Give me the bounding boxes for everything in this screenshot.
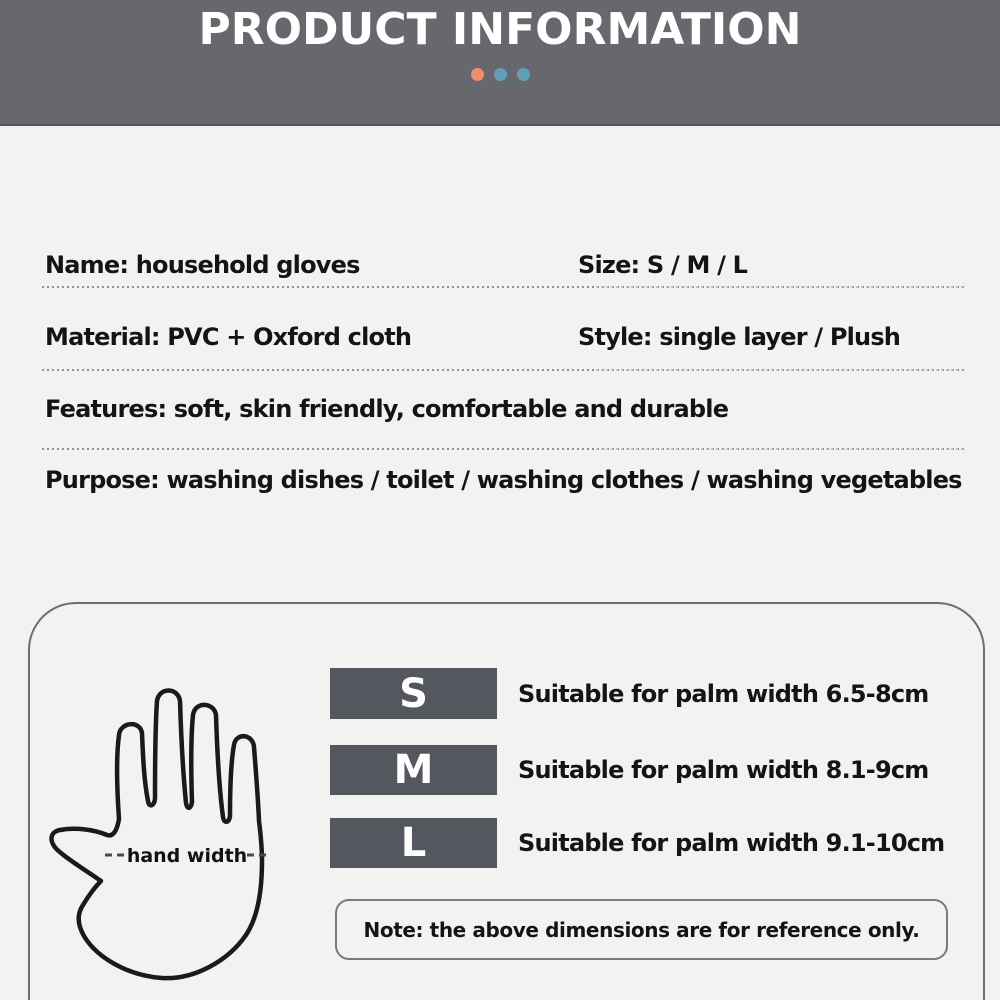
size-desc-s: Suitable for palm width 6.5-8cm (518, 679, 929, 708)
size-badge-l: L (330, 818, 497, 868)
spec-name: Name: household gloves (45, 251, 360, 279)
dot-orange-icon (471, 68, 484, 81)
hand-outline-illustration (35, 685, 315, 995)
spec-features: Features: soft, skin friendly, comfortable and durable (45, 395, 729, 423)
hand-outline-path (52, 691, 263, 979)
note-text: Note: the above dimensions are for reference only. (363, 917, 920, 942)
size-badge-m: M (330, 745, 497, 795)
spec-row-name-size (45, 251, 985, 279)
spec-row-purpose (45, 466, 985, 494)
spec-style: Style: single layer / Plush (578, 323, 901, 351)
divider (42, 448, 965, 450)
spec-material: Material: PVC + Oxford cloth (45, 323, 412, 351)
dot-blue-icon (517, 68, 530, 81)
spec-purpose: Purpose: washing dishes / toilet / washing clothes / washing vegetables (45, 466, 962, 494)
size-desc-l: Suitable for palm width 9.1-10cm (518, 829, 945, 857)
spec-size: Size: S / M / L (578, 251, 748, 279)
spec-row-material-style (45, 323, 985, 351)
header-banner (0, 0, 1000, 126)
size-desc-m: Suitable for palm width 8.1-9cm (518, 756, 929, 784)
decorative-dots (0, 68, 1000, 81)
dot-blue-icon (494, 68, 507, 81)
spec-row-features (45, 395, 985, 423)
hand-width-label: hand width (126, 845, 248, 867)
note-box (335, 899, 948, 960)
divider (42, 286, 965, 288)
page-title: PRODUCT INFORMATION (198, 4, 802, 55)
size-row-l (330, 818, 944, 868)
divider (42, 369, 965, 371)
size-row-s (330, 668, 929, 719)
size-badge-s: S (330, 668, 497, 719)
size-row-m (330, 745, 929, 795)
